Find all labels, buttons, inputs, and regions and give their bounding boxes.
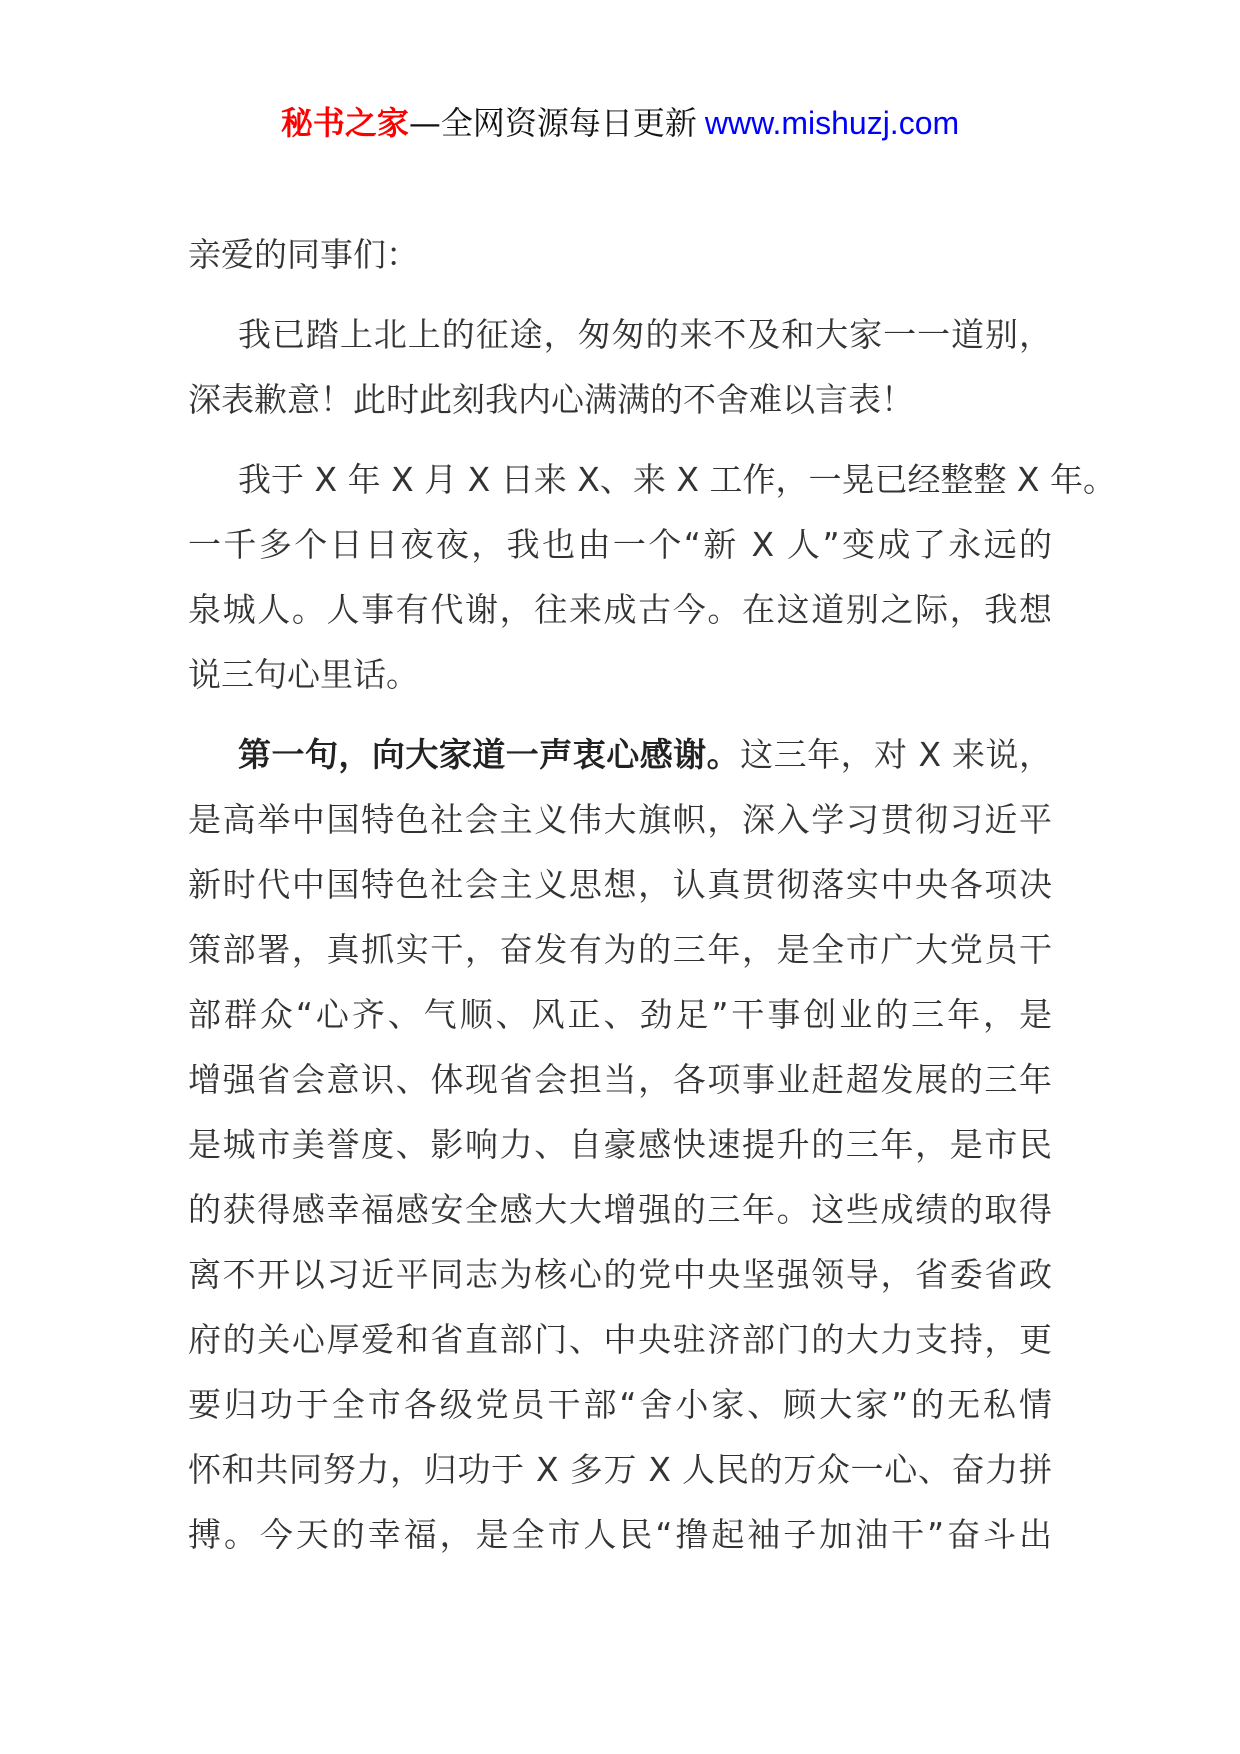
paragraph bbox=[188, 447, 1117, 707]
text-line: 搏。今天的幸福，是全市人民“撸起袖子加油干”奋斗出 bbox=[188, 1515, 1052, 1554]
text-line: 是高举中国特色社会主义伟大旗帜，深入学习贯彻习近平 bbox=[188, 800, 1052, 839]
text-line: 怀和共同努力，归功于 X 多万 X 人民的万众一心、奋力拼 bbox=[188, 1450, 1052, 1489]
text-line: 新时代中国特色社会主义思想，认真贯彻落实中央各项决 bbox=[188, 865, 1052, 904]
text-line: 一千多个日日夜夜，我也由一个“新 X 人”变成了永远的 bbox=[188, 525, 1052, 564]
text-line: 是城市美誉度、影响力、自豪感快速提升的三年，是市民 bbox=[188, 1125, 1052, 1164]
salutation: 亲爱的同事们： bbox=[188, 235, 419, 274]
text-line: 府的关心厚爱和省直部门、中央驻济部门的大力支持，更 bbox=[188, 1320, 1052, 1359]
text-line: 的获得感幸福感安全感大大增强的三年。这些成绩的取得 bbox=[188, 1190, 1052, 1229]
text-line: 策部署，真抓实干，奋发有为的三年，是全市广大党员干 bbox=[188, 930, 1052, 969]
text-line bbox=[188, 722, 1052, 787]
website-url: www.mishuzj.com bbox=[704, 105, 960, 141]
paragraph bbox=[188, 302, 1052, 432]
text-line: 增强省会意识、体现省会担当，各项事业赶超发展的三年 bbox=[188, 1060, 1052, 1099]
paragraph bbox=[188, 722, 1052, 1567]
text-line: 离不开以习近平同志为核心的党中央坚强领导，省委省政 bbox=[188, 1255, 1052, 1294]
text-line: 部群众“心齐、气顺、风正、劲足”干事创业的三年，是 bbox=[188, 995, 1052, 1034]
text-line: 我于 X 年 X 月 X 日来 X、来 X 工作，一晃已经整整 X 年。 bbox=[238, 460, 1117, 499]
text-line: 我已踏上北上的征途，匆匆的来不及和大家一一道别， bbox=[238, 315, 1052, 354]
text-line: 要归功于全市各级党员干部“舍小家、顾大家”的无私情 bbox=[188, 1385, 1052, 1424]
document-body bbox=[188, 222, 1117, 1567]
text-segment: 这三年，对 X 来说， bbox=[740, 735, 1053, 774]
text-line: 泉城人。人事有代谢，往来成古今。在这道别之际，我想 bbox=[188, 590, 1052, 629]
page-header bbox=[0, 103, 1240, 143]
text-line: 说三句心里话。 bbox=[188, 655, 419, 694]
header-tagline: —全网资源每日更新 bbox=[408, 104, 697, 142]
brand-name: 秘书之家 bbox=[280, 104, 409, 142]
text-line: 深表歉意！此时此刻我内心满满的不舍难以言表！ bbox=[188, 380, 914, 419]
paragraph-lead-heading: 第一句，向大家道一声衷心感谢。 bbox=[238, 735, 741, 774]
